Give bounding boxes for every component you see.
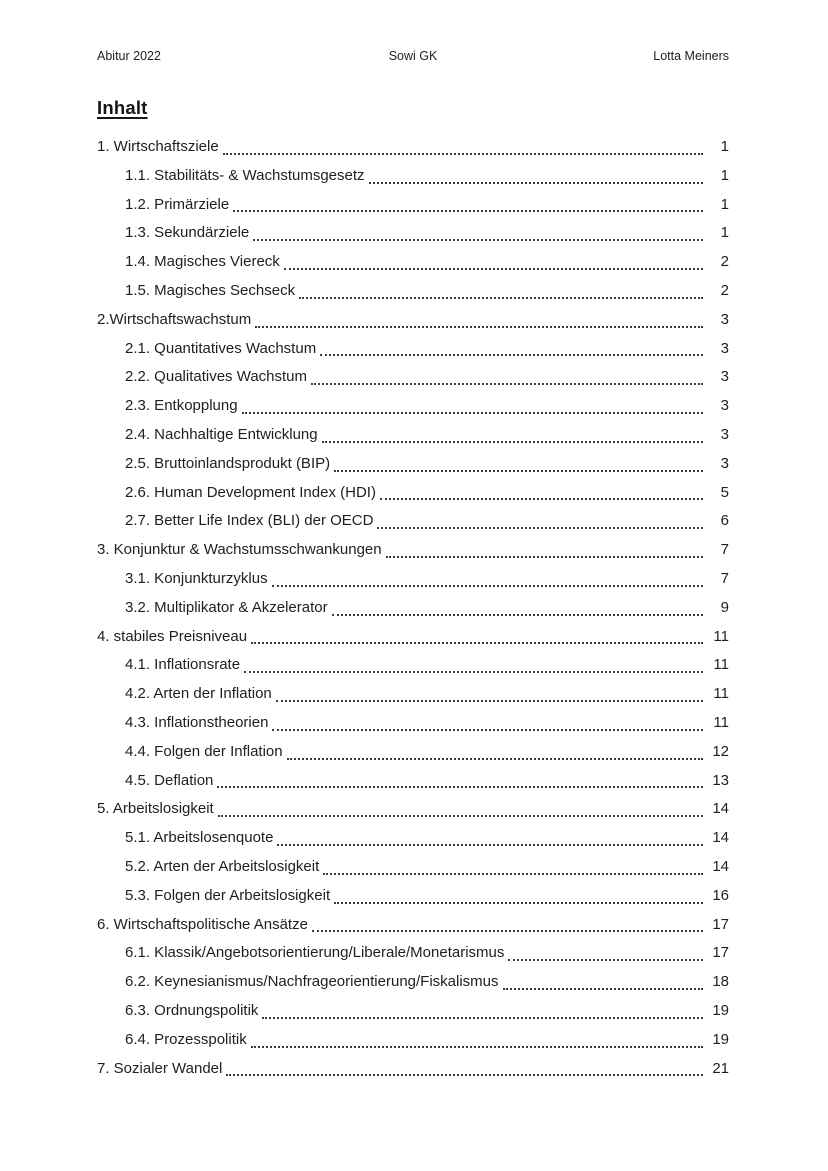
toc-entry[interactable] [97, 939, 729, 968]
toc-entry-label: 5.2. Arten der Arbeitslosigkeit [125, 857, 320, 875]
toc-entry-label: 4.5. Deflation [125, 771, 214, 789]
toc-entry[interactable] [97, 450, 729, 479]
toc-entry-label: 3.2. Multiplikator & Akzelerator [125, 598, 328, 616]
toc-page-number: 17 [712, 915, 729, 933]
toc-entry-label: 4.2. Arten der Inflation [125, 685, 272, 703]
toc-leader-dots [240, 651, 707, 680]
toc-entry-label: 1.2. Primärziele [125, 195, 230, 213]
toc-leader-dots [330, 450, 707, 479]
toc-entry-label: 5.3. Folgen der Arbeitslosigkeit [125, 886, 331, 904]
toc-entry-label: 1.3. Sekundärziele [125, 224, 250, 242]
toc-page-number: 19 [712, 1030, 729, 1048]
toc-leader-dots [222, 1055, 707, 1084]
toc-entry-label: 2.6. Human Development Index (HDI) [125, 483, 376, 501]
toc-title: Inhalt [97, 97, 148, 118]
toc-page-number: 1 [720, 138, 729, 155]
toc-page-number: 3 [720, 339, 729, 357]
toc-leader-dots [251, 306, 707, 335]
toc-leader-dots [283, 738, 707, 767]
toc-leader-dots [365, 162, 707, 191]
header-subject: Sowi GK [388, 49, 438, 63]
toc-entry[interactable] [97, 1026, 729, 1055]
toc-leader-dots [316, 335, 707, 364]
toc-leader-dots [373, 507, 707, 536]
header-course-year: Abitur 2022 [97, 49, 161, 63]
toc-entry-label: 2.Wirtschaftswachstum [97, 310, 252, 328]
toc-entry-label: 6.1. Klassik/Angebotsorientierung/Liberale/Monetarismus [125, 944, 505, 962]
toc-entry[interactable] [97, 882, 729, 911]
toc-page-number: 3 [720, 310, 729, 328]
toc-entry-label: 7. Sozialer Wandel [97, 1059, 223, 1077]
toc-entry-label: 4.1. Inflationsrate [125, 656, 241, 674]
toc-page-number: 11 [713, 685, 729, 703]
toc-entry[interactable] [97, 248, 729, 277]
toc-page-number: 16 [712, 886, 729, 904]
toc-list [97, 133, 729, 1083]
page-header [97, 49, 729, 63]
toc-entry-label: 2.1. Quantitatives Wachstum [125, 339, 317, 357]
toc-page-number: 19 [712, 1001, 729, 1019]
toc-leader-dots [376, 479, 707, 508]
toc-entry-label: 3.1. Konjunkturzyklus [125, 569, 268, 587]
toc-entry[interactable] [97, 680, 729, 709]
toc-page-number: 2 [720, 253, 729, 271]
toc-page-number: 3 [720, 454, 729, 472]
toc-entry[interactable] [97, 709, 729, 738]
toc-leader-dots [319, 853, 707, 882]
toc-page-number: 18 [712, 973, 729, 991]
toc-entry-label: 5. Arbeitslosigkeit [97, 800, 214, 818]
toc-entry-label: 4.4. Folgen der Inflation [125, 742, 283, 760]
toc-leader-dots [328, 594, 707, 623]
toc-entry[interactable] [97, 133, 729, 162]
toc-leader-dots [268, 709, 707, 738]
toc-entry[interactable] [97, 968, 729, 997]
toc-entry[interactable] [97, 997, 729, 1026]
toc-leader-dots [258, 997, 707, 1026]
toc-entry[interactable] [97, 421, 729, 450]
toc-page-number: 7 [720, 569, 729, 587]
toc-entry-label: 2.7. Better Life Index (BLI) der OECD [125, 512, 374, 530]
toc-leader-dots [318, 421, 707, 450]
toc-page-number: 3 [720, 368, 729, 386]
toc-entry[interactable] [97, 536, 729, 565]
toc-page-number: 14 [712, 829, 729, 847]
toc-leader-dots [295, 277, 707, 306]
toc-page-number: 1 [720, 166, 729, 184]
toc-entry-label: 6.4. Prozesspolitik [125, 1030, 247, 1048]
toc-page-number: 11 [713, 713, 729, 731]
toc-entry[interactable] [97, 219, 729, 248]
toc-page-number: 14 [712, 800, 729, 818]
toc-entry[interactable] [97, 565, 729, 594]
toc-entry[interactable] [97, 1055, 729, 1084]
toc-leader-dots [247, 623, 707, 652]
toc-page-number: 11 [713, 656, 729, 674]
toc-page-number: 9 [720, 598, 729, 616]
toc-leader-dots [268, 565, 707, 594]
toc-entry-label: 6.2. Keynesianismus/Nachfrageorientierung/Fiskalismus [125, 973, 499, 991]
toc-entry[interactable] [97, 277, 729, 306]
toc-page-number: 11 [713, 627, 729, 645]
header-author-name: Lotta Meiners [653, 49, 730, 63]
toc-page-number: 17 [712, 944, 729, 962]
toc-leader-dots [247, 1026, 707, 1055]
toc-leader-dots [280, 248, 707, 277]
toc-entry[interactable] [97, 363, 729, 392]
toc-entry[interactable] [97, 651, 729, 680]
toc-page-number: 13 [712, 771, 729, 789]
toc-leader-dots [504, 939, 707, 968]
toc-page-number: 7 [720, 541, 729, 559]
toc-entry[interactable] [97, 507, 729, 536]
toc-entry[interactable] [97, 191, 729, 220]
toc-page-number: 14 [712, 857, 729, 875]
toc-entry[interactable] [97, 335, 729, 364]
toc-leader-dots [249, 219, 707, 248]
toc-page-number: 1 [720, 195, 729, 213]
toc-entry-label: 1. Wirtschaftsziele [97, 138, 219, 155]
toc-entry-label: 4.3. Inflationstheorien [125, 713, 269, 731]
toc-leader-dots [273, 824, 707, 853]
toc-entry[interactable] [97, 479, 729, 508]
toc-entry[interactable] [97, 623, 729, 652]
toc-entry[interactable] [97, 162, 729, 191]
toc-leader-dots [213, 767, 707, 796]
toc-leader-dots [229, 191, 707, 220]
toc-page-number: 1 [720, 224, 729, 242]
toc-entry[interactable] [97, 738, 729, 767]
toc-entry[interactable] [97, 824, 729, 853]
toc-leader-dots [307, 363, 707, 392]
toc-entry-label: 2.5. Bruttoinlandsprodukt (BIP) [125, 454, 331, 472]
toc-entry-label: 1.5. Magisches Sechseck [125, 281, 296, 299]
toc-page-number: 5 [720, 483, 729, 501]
toc-leader-dots [330, 882, 707, 911]
toc-entry-label: 6. Wirtschaftspolitische Ansätze [97, 915, 308, 933]
toc-leader-dots [219, 133, 707, 162]
toc-entry-label: 6.3. Ordnungspolitik [125, 1001, 259, 1019]
toc-page-number: 6 [720, 512, 729, 530]
toc-entry[interactable] [97, 306, 729, 335]
toc-leader-dots [308, 911, 707, 940]
toc-leader-dots [382, 536, 707, 565]
toc-entry-label: 2.4. Nachhaltige Entwicklung [125, 425, 318, 443]
toc-entry[interactable] [97, 767, 729, 796]
toc-entry[interactable] [97, 594, 729, 623]
toc-entry[interactable] [97, 853, 729, 882]
toc-entry[interactable] [97, 795, 729, 824]
toc-entry-label: 1.1. Stabilitäts- & Wachstumsgesetz [125, 166, 365, 184]
toc-entry[interactable] [97, 911, 729, 940]
toc-page-number: 3 [720, 397, 729, 415]
toc-entry-label: 5.1. Arbeitslosenquote [125, 829, 274, 847]
toc-entry-label: 2.2. Qualitatives Wachstum [125, 368, 308, 386]
toc-entry-label: 1.4. Magisches Viereck [125, 253, 280, 271]
toc-entry-label: 2.3. Entkopplung [125, 397, 238, 415]
toc-leader-dots [499, 968, 707, 997]
toc-leader-dots [214, 795, 707, 824]
toc-page-number: 12 [712, 742, 729, 760]
toc-leader-dots [238, 392, 707, 421]
toc-entry-label: 4. stabiles Preisniveau [97, 627, 248, 645]
toc-entry[interactable] [97, 392, 729, 421]
toc-leader-dots [272, 680, 707, 709]
toc-page-number: 3 [720, 425, 729, 443]
toc-page-number: 2 [720, 281, 729, 299]
toc-entry-label: 3. Konjunktur & Wachstumsschwankungen [97, 541, 382, 559]
toc-page-number: 21 [712, 1059, 729, 1077]
